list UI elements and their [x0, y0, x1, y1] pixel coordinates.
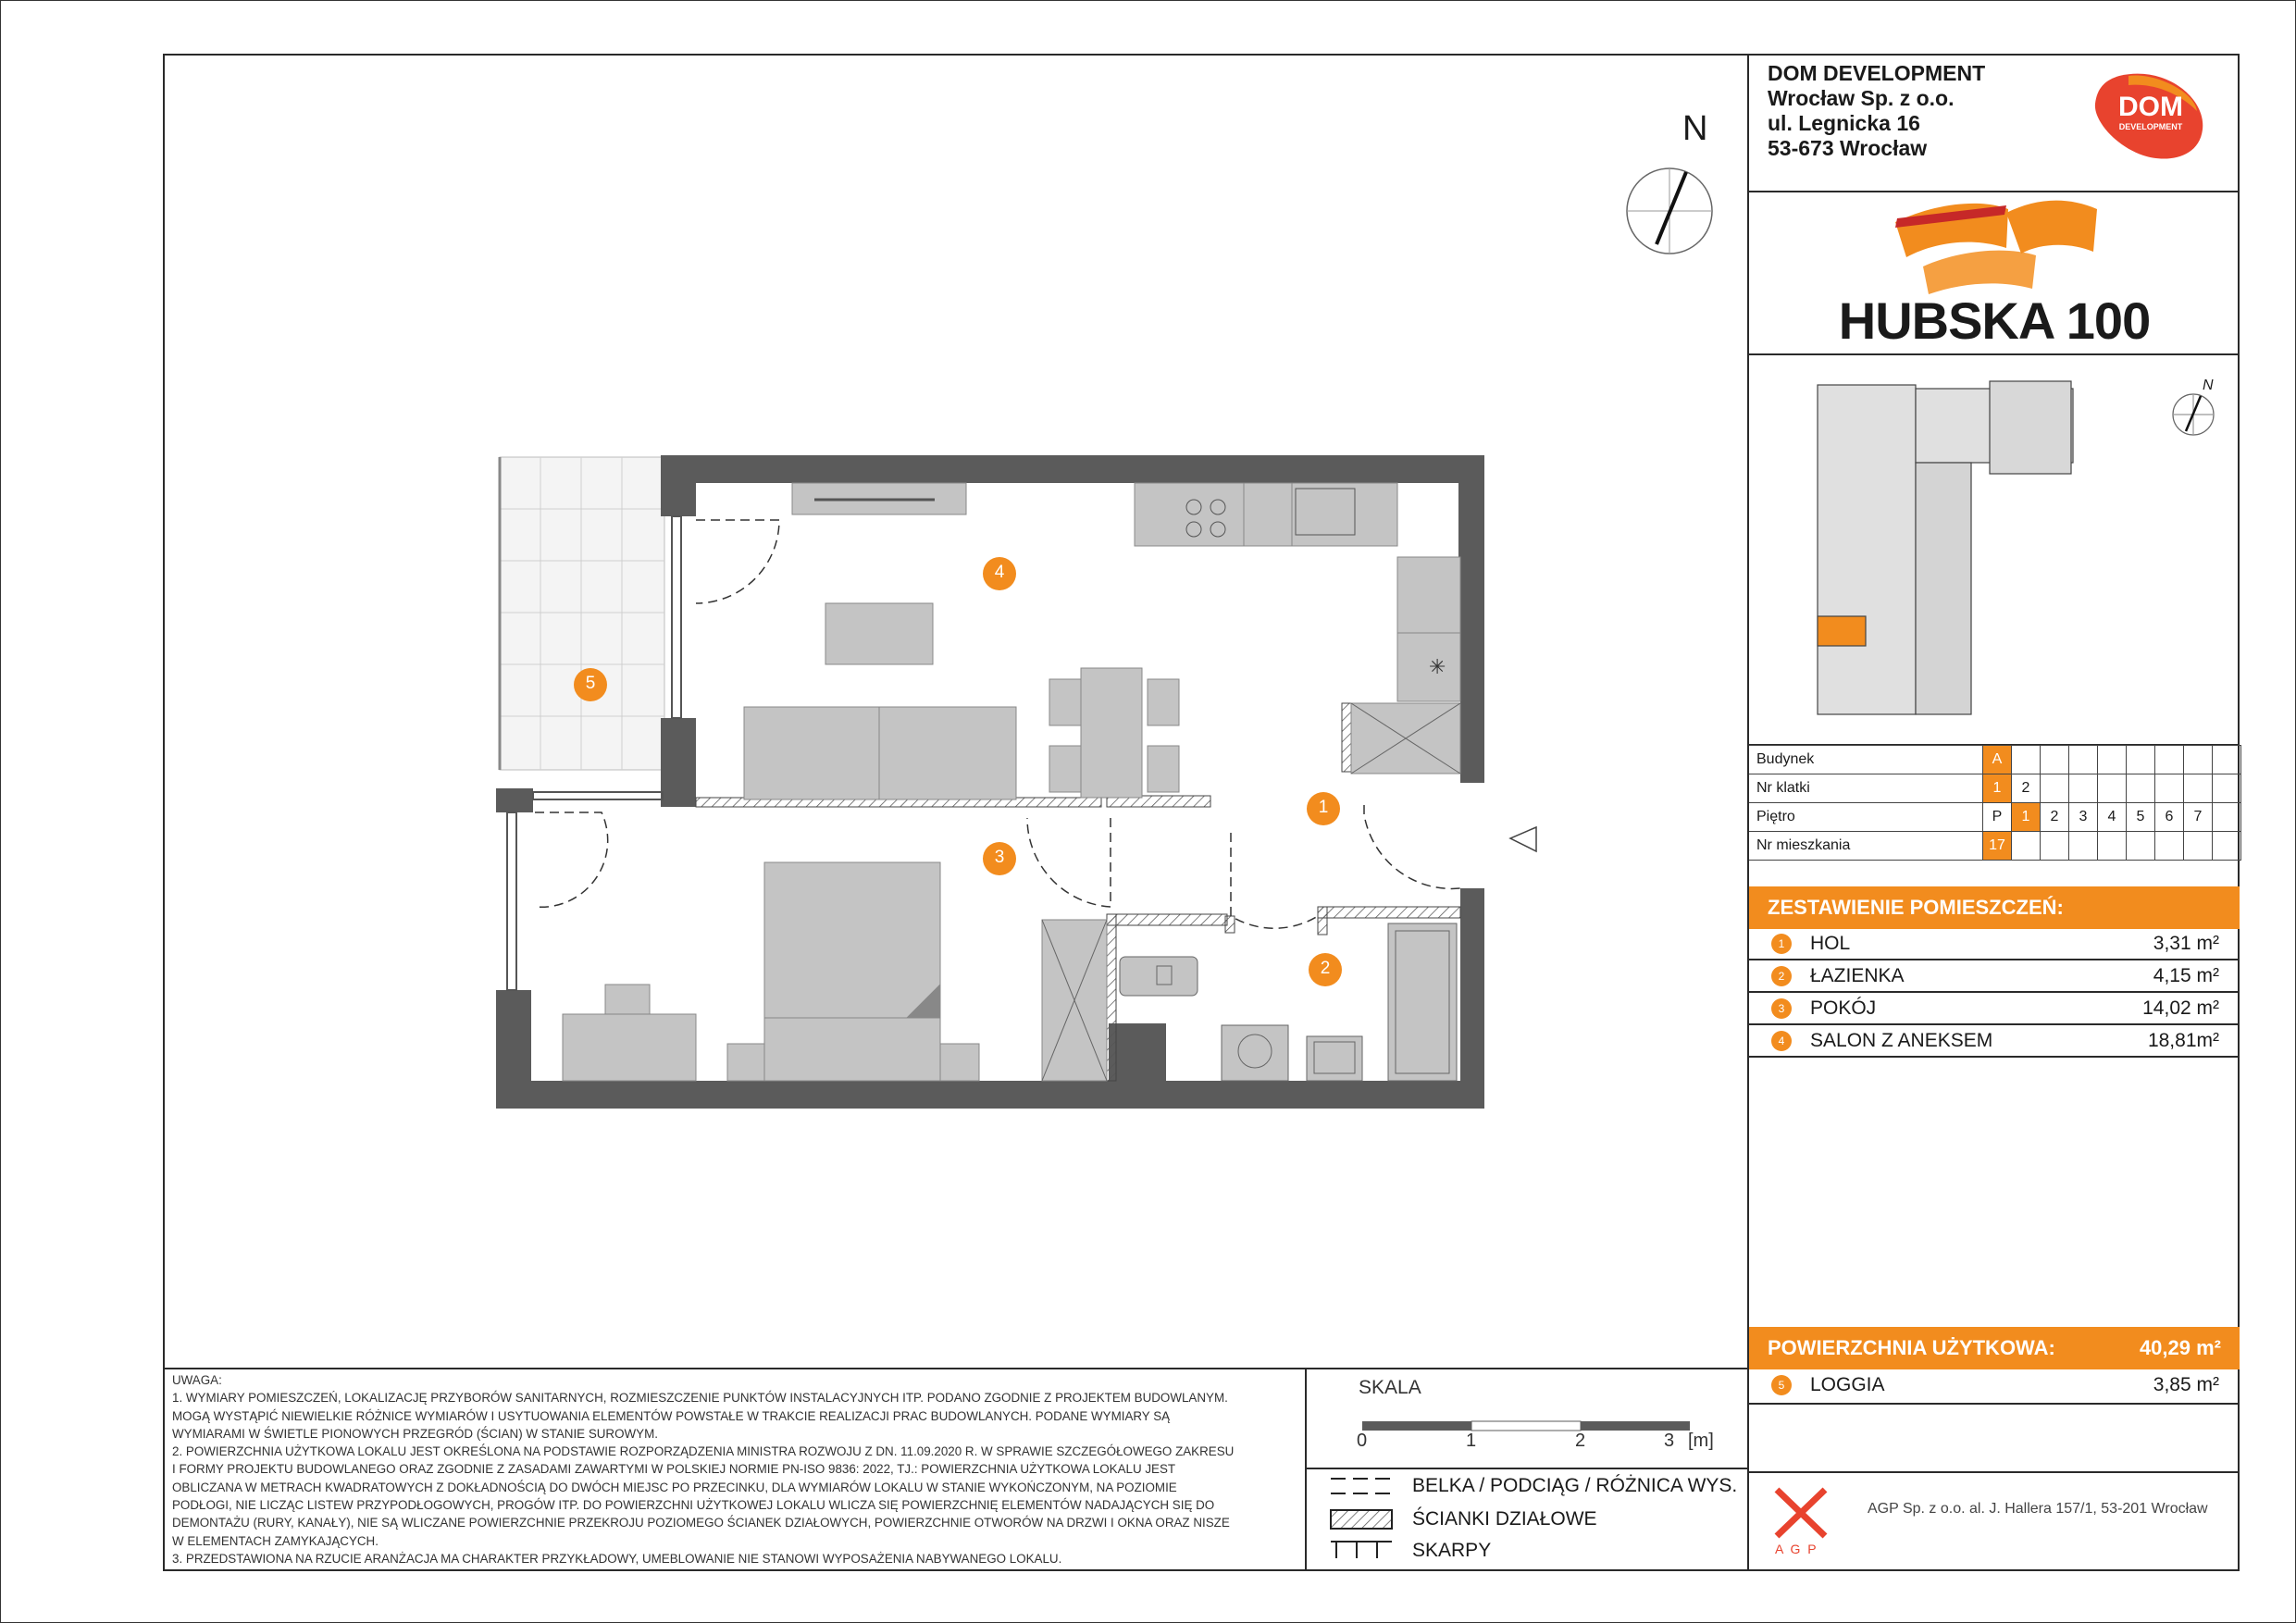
apartment-cell	[2012, 832, 2041, 861]
note-line: UWAGA:	[172, 1373, 222, 1387]
building-cell	[2041, 746, 2069, 774]
note-line: PODŁOGI, NIE LICZĄC LISTEW PRZYPODŁOGOWYCH, PROGÓW ITP. DO POWIERZCHNI UŻYTKOWEJ LOKALU WLICZA SIĘ POWIERZCHNIĘ ELEMENTÓW NADAJĄCYCH SIĘ DO	[172, 1498, 1215, 1513]
note-line: I FORMY PROJEKTU BUDOWLANEGO ORAZ ZGODNIE Z ZASADAMI ZAWARTYMI W POLSKIEJ NORMIE PN-ISO 9836: 2022, TJ.: POWIERZCHNIA UŻYTKOWA LOKALU JEST	[172, 1462, 1176, 1477]
building-cell	[2069, 746, 2098, 774]
apartment-cell	[2155, 832, 2184, 861]
key-plan	[1818, 381, 2214, 714]
logo-line1: DOM	[2118, 92, 2183, 122]
company-name: DOM DEVELOPMENT	[1768, 61, 1986, 85]
note-line: W ELEMENTACH ZAMYKAJĄCYCH.	[172, 1533, 379, 1548]
entrance-marker	[1510, 827, 1536, 851]
staircase-cell	[2098, 774, 2127, 803]
staircase-label: Nr klatki	[1749, 774, 1983, 803]
apartment-cell	[2184, 832, 2213, 861]
legend-reveal: SKARPY	[1412, 1540, 1492, 1561]
agp-logo-mark	[1777, 1490, 1825, 1536]
note-line: 3. PRZEDSTAWIONA NA RZUCIE ARANŻACJA MA CHARAKTER PRZYKŁADOWY, UMEBLOWANIE NIE STANOWI WYPOSAŻENIA NABYWANEGO LOKALU.	[172, 1551, 1062, 1566]
rooms-header-label: ZESTAWIENIE POMIESZCZEŃ:	[1768, 896, 2064, 919]
building-cell	[2127, 746, 2155, 774]
room-area: 14,02 m²	[2142, 997, 2219, 1019]
room-area: 4,15 m²	[2153, 965, 2219, 986]
floor-cell: 7	[2184, 803, 2213, 832]
staircase-cell	[2069, 774, 2098, 803]
room-row	[1749, 961, 2240, 993]
north-arrow	[1627, 168, 1712, 254]
room-number: 1	[1771, 934, 1792, 954]
agp-logo-text: A G P	[1775, 1542, 1818, 1556]
floor-cell: P	[1983, 803, 2012, 832]
logo-line2: DEVELOPMENT	[2118, 122, 2183, 131]
usable-area-label: POWIERZCHNIA UŻYTKOWA:	[1768, 1336, 2055, 1359]
note-line: OBLICZANA W METRACH KWADRATOWYCH Z DOKŁADNOŚCIĄ DO DWÓCH MIEJSC PO PRZECINKU, DLA WYMIARÓW LOKALU W STANIE WYKOŃCZONYM, NA POZIOMIE	[172, 1480, 1177, 1494]
floor-cell: 5	[2127, 803, 2155, 832]
plan-label-loggia: 5	[585, 674, 596, 693]
plan-label-hol: 1	[1318, 798, 1329, 817]
company-address	[1768, 61, 1985, 161]
floor-cell	[2213, 803, 2241, 832]
bedroom-furniture	[563, 862, 1107, 1081]
apartment-cell	[2069, 832, 2098, 861]
scale-tick: 1	[1466, 1431, 1477, 1451]
usable-area-value: 40,29 m²	[2139, 1336, 2221, 1359]
building-label: Budynek	[1749, 746, 1983, 774]
scale-unit: [m]	[1688, 1431, 1714, 1451]
apartment-row	[1749, 832, 2241, 861]
apartment-cell: 17	[1983, 832, 2012, 861]
north-label: N	[1682, 109, 1708, 148]
staircase-cell	[2155, 774, 2184, 803]
apartment-label: Nr mieszkania	[1749, 832, 1983, 861]
staircase-cell: 2	[2012, 774, 2041, 803]
usable-area-header	[1749, 1327, 2240, 1369]
legend-symbols	[1331, 1479, 1392, 1558]
building-cell	[2098, 746, 2127, 774]
company-street: ul. Legnicka 16	[1768, 111, 1920, 135]
room-name: HOL	[1810, 933, 1851, 954]
room-number: 2	[1771, 966, 1792, 986]
rooms-header	[1749, 886, 2240, 929]
unit-info-table	[1749, 745, 2241, 861]
room-name: LOGGIA	[1810, 1374, 1885, 1395]
room-row	[1749, 929, 2240, 960]
apartment-cell	[2127, 832, 2155, 861]
scale-title: SKALA	[1359, 1377, 1421, 1398]
floor-cell: 3	[2069, 803, 2098, 832]
svg-text:✳: ✳	[1429, 656, 1446, 679]
room-number: 3	[1771, 998, 1792, 1019]
staircase-cell: 1	[1983, 774, 2012, 803]
note-line: MOGĄ WYSTĄPIĆ NIEWIELKIE RÓŻNICE WYMIARÓW I USYTUOWANIA ELEMENTÓW POWSTAŁE W TRAKCIE REALIZACJI PRAC BUDOWLANYCH. PODANE WYMIARY SĄ	[172, 1408, 1171, 1423]
floor-cell: 2	[2041, 803, 2069, 832]
loggia-floor	[500, 457, 664, 770]
room-name: SALON Z ANEKSEM	[1810, 1030, 1993, 1051]
company-subsidiary: Wrocław Sp. z o.o.	[1768, 86, 1955, 110]
floor-row	[1749, 803, 2241, 832]
scale-bar	[1362, 1421, 1690, 1431]
floor-cell: 6	[2155, 803, 2184, 832]
staircase-cell	[2213, 774, 2241, 803]
key-plan-north: N	[2203, 378, 2214, 393]
project-title: HUBSKA 100	[1838, 291, 2151, 350]
loggia-row	[1749, 1369, 2240, 1401]
room-area: 18,81m²	[2147, 1030, 2219, 1051]
agp-address: AGP Sp. z o.o. al. J. Hallera 157/1, 53-201 Wrocław	[1868, 1501, 2208, 1517]
note-line: 2. POWIERZCHNIA UŻYTKOWA LOKALU JEST OKREŚLONA NA PODSTAWIE ROZPORZĄDZENIA MINISTRA ROZWOJU Z DN. 11.09.2020 R. W SPRAWIE SZCZEGÓŁOWEGO ZAKRESU	[172, 1444, 1235, 1459]
apartment-cell	[2213, 832, 2241, 861]
building-cell	[2012, 746, 2041, 774]
note-line: DEMONTAŻU (RURY, KANAŁY), NIE SĄ WLICZANE POWIERZCHNIE PRZEKROJU POZIOMEGO ŚCIANEK DZIAŁOWYCH, POWIERZCHNIE OTWORÓW NA DRZWI I OKNA ORAZ NISZE	[172, 1516, 1230, 1530]
scale-tick: 0	[1357, 1431, 1368, 1451]
staircase-cell	[2127, 774, 2155, 803]
apartment-cell	[2041, 832, 2069, 861]
plan-label-lazienka: 2	[1320, 959, 1331, 978]
room-row	[1749, 994, 2240, 1025]
staircase-cell	[2041, 774, 2069, 803]
scale-tick: 3	[1664, 1431, 1675, 1451]
living-furniture	[744, 603, 1179, 799]
staircase-row	[1749, 774, 2241, 803]
room-number: 5	[1771, 1375, 1792, 1395]
floor-label: Piętro	[1749, 803, 1983, 832]
floor-cell: 4	[2098, 803, 2127, 832]
company-city: 53-673 Wrocław	[1768, 136, 1928, 160]
building-cell	[2184, 746, 2213, 774]
room-name: POKÓJ	[1810, 997, 1877, 1019]
building-row	[1749, 746, 2241, 774]
building-cell	[2213, 746, 2241, 774]
apartment-cell	[2098, 832, 2127, 861]
logo-text	[2099, 93, 2203, 131]
room-name: ŁAZIENKA	[1810, 965, 1905, 986]
room-number: 4	[1771, 1031, 1792, 1051]
staircase-cell	[2184, 774, 2213, 803]
building-cell: A	[1983, 746, 2012, 774]
legend-beam: BELKA / PODCIĄG / RÓŻNICA WYS.	[1412, 1475, 1738, 1496]
building-cell	[2155, 746, 2184, 774]
note-line: 1. WYMIARY POMIESZCZEŃ, LOKALIZACJĘ PRZYBORÓW SANITARNYCH, ROZMIESZCZENIE PUNKTÓW INSTALACYJNYCH ITP. PODANO ZGODNIE Z PROJEKTEM BUDOWLANYM.	[172, 1391, 1228, 1406]
plan-label-pokoj: 3	[994, 848, 1005, 867]
note-line: WYMIARAMI W ŚWIETLE PIONOWYCH PRZEGRÓD (ŚCIAN) W STANIE SUROWYM.	[172, 1426, 658, 1441]
room-area: 3,31 m²	[2153, 933, 2219, 954]
scale-tick: 2	[1575, 1431, 1586, 1451]
legend-partition: ŚCIANKI DZIAŁOWE	[1412, 1508, 1597, 1530]
room-area: 3,85 m²	[2153, 1374, 2219, 1395]
room-row	[1749, 1026, 2240, 1058]
notes-block	[172, 1371, 1292, 1567]
bathroom-fixtures	[1120, 923, 1457, 1081]
plan-label-salon: 4	[994, 563, 1005, 582]
floor-cell: 1	[2012, 803, 2041, 832]
project-logo-graphic	[1895, 201, 2097, 294]
